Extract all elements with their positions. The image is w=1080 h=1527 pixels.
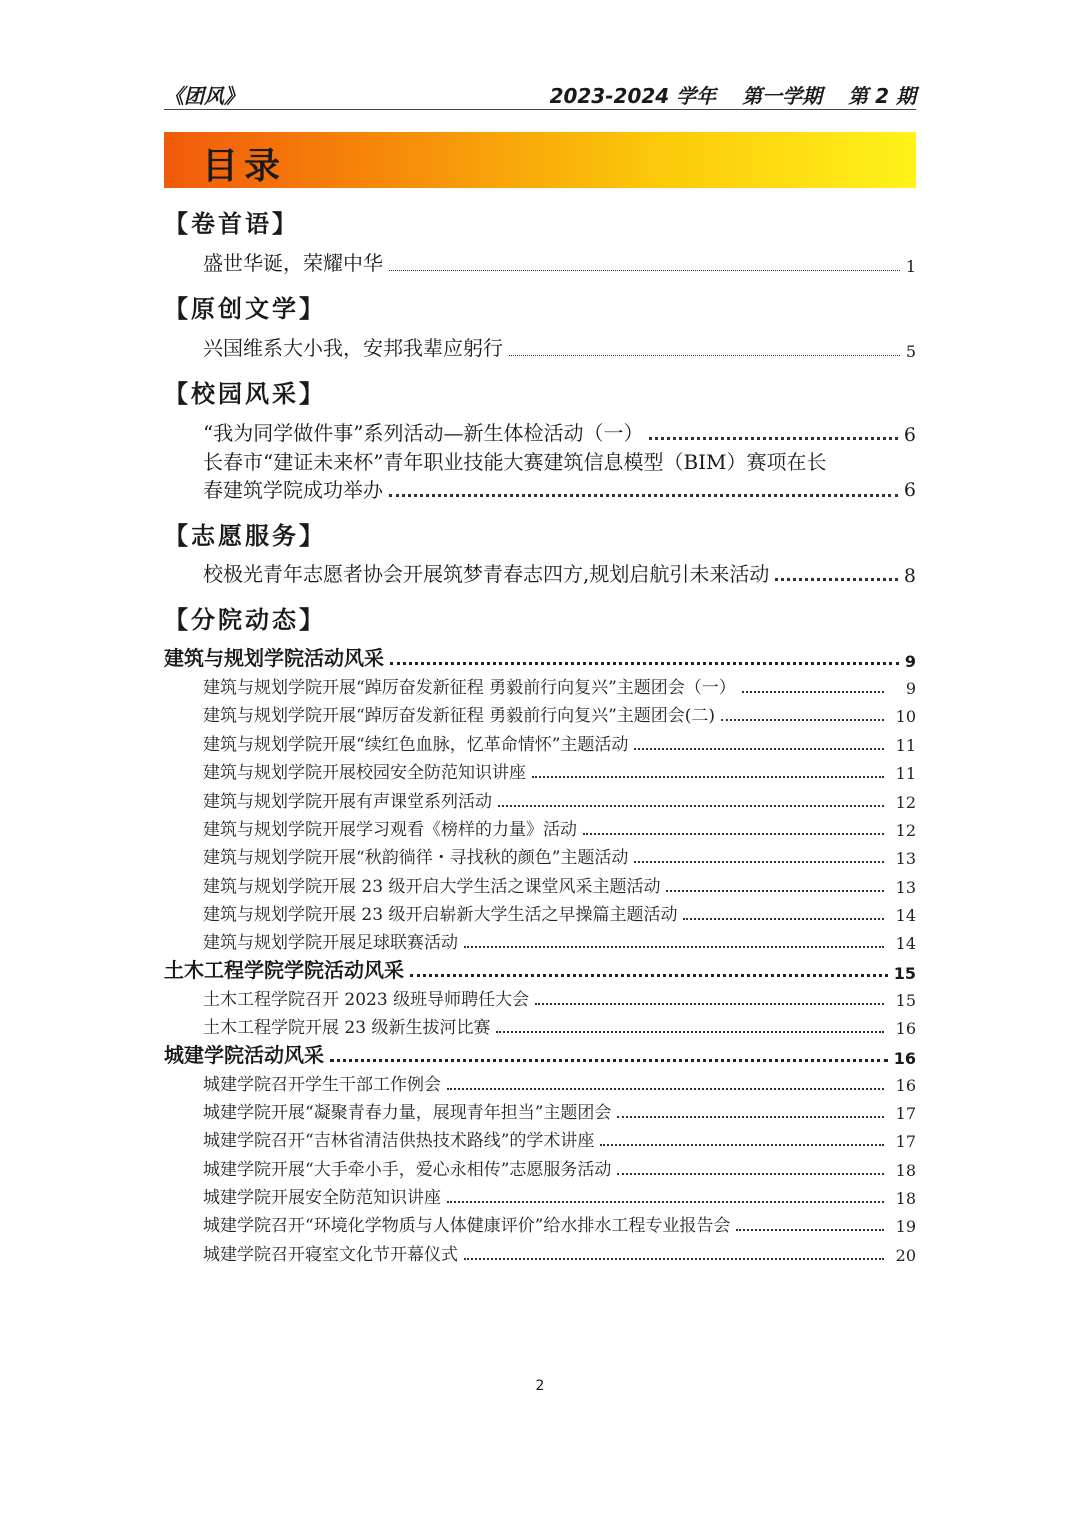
toc-entry-title-line1: 长春市“建证未来杯”青年职业技能大赛建筑信息模型（BIM）赛项在长 — [203, 450, 827, 474]
page-title: 目录 — [202, 146, 287, 187]
toc-item[interactable] — [203, 844, 916, 868]
leader-dots — [509, 355, 900, 356]
leader-dots — [617, 1173, 884, 1175]
leader-dots — [464, 946, 884, 948]
toc-group-heading[interactable] — [164, 1042, 916, 1068]
toc-item-title: 城建学院开展安全防范知识讲座 — [203, 1188, 441, 1208]
toc-item[interactable] — [203, 1184, 916, 1208]
group-page: 9 — [904, 652, 916, 671]
toc-item[interactable] — [203, 1156, 916, 1180]
toc-entry[interactable] — [203, 248, 916, 276]
toc-item[interactable] — [203, 702, 916, 726]
toc-item-title: 城建学院召开“吉林省清洁供热技术路线”的学术讲座 — [203, 1131, 595, 1151]
toc-entry[interactable] — [203, 333, 916, 361]
leader-dots — [721, 719, 884, 721]
toc-item-page: 20 — [895, 1246, 916, 1265]
toc-item-page: 14 — [895, 934, 916, 953]
toc-item-page: 17 — [895, 1104, 916, 1123]
leader-dots — [617, 1116, 884, 1118]
section-heading-departments: 【分院动态】 — [164, 606, 326, 634]
running-header — [164, 80, 916, 108]
toc-entry-title: 兴国维系大小我，安邦我辈应躬行 — [203, 336, 503, 360]
toc-item-title: 建筑与规划学院开展 23 级开启大学生活之课堂风采主题活动 — [203, 877, 661, 897]
group-title: 土木工程学院学院活动风采 — [164, 958, 404, 982]
toc-item[interactable] — [203, 901, 916, 925]
toc-entry-page: 8 — [903, 565, 916, 587]
academic-year: 2023-2024 学年 — [549, 84, 717, 108]
toc-item-title: 建筑与规划学院开展“踔厉奋发新征程 勇毅前行向复兴”主题团会（一） — [203, 678, 736, 698]
toc-item-title: 建筑与规划学院开展校园安全防范知识讲座 — [203, 763, 526, 783]
toc-entry[interactable] — [203, 559, 916, 587]
toc-item-page: 13 — [895, 878, 916, 897]
header-rule — [164, 109, 916, 110]
toc-item-page: 15 — [895, 991, 916, 1010]
toc-entry-page: 1 — [905, 257, 916, 276]
leader-dots — [649, 437, 897, 440]
toc-item-title: 建筑与规划学院开展学习观看《榜样的力量》活动 — [203, 820, 577, 840]
section-heading-preface: 【卷首语】 — [164, 210, 299, 238]
leader-dots — [634, 748, 884, 750]
toc-group-heading[interactable] — [164, 957, 916, 983]
leader-dots — [496, 1031, 884, 1033]
toc-item-title: 建筑与规划学院开展“续红色血脉，忆革命情怀”主题活动 — [203, 735, 629, 755]
leader-dots — [535, 1003, 884, 1005]
toc-item-title: 城建学院召开寝室文化节开幕仪式 — [203, 1245, 458, 1265]
toc-entry-page: 6 — [903, 479, 916, 501]
toc-entry-title: 盛世华诞，荣耀中华 — [203, 251, 383, 275]
toc-entry-last-line — [203, 476, 916, 504]
toc-group-heading[interactable] — [164, 645, 916, 671]
toc-item[interactable] — [203, 1014, 916, 1038]
toc-item-title: 土木工程学院召开 2023 级班导师聘任大会 — [203, 990, 530, 1010]
leader-dots — [447, 1088, 884, 1090]
toc-item-title: 城建学院开展“凝聚青春力量，展现青年担当”主题团会 — [203, 1103, 612, 1123]
group-title: 建筑与规划学院活动风采 — [164, 646, 384, 670]
section-heading-campus: 【校园风采】 — [164, 380, 326, 408]
leader-dots — [775, 578, 898, 581]
toc-item[interactable] — [203, 1071, 916, 1095]
contents-banner — [164, 132, 916, 188]
leader-dots — [330, 1059, 888, 1062]
leader-dots — [498, 805, 884, 807]
toc-entry-multiline[interactable] — [203, 448, 916, 504]
toc-item-page: 12 — [895, 793, 916, 812]
toc-item-page: 18 — [895, 1161, 916, 1180]
leader-dots — [447, 1201, 884, 1203]
toc-item-page: 14 — [895, 906, 916, 925]
toc-item-page: 11 — [895, 764, 916, 783]
toc-item-title: 城建学院召开学生干部工作例会 — [203, 1075, 441, 1095]
toc-item[interactable] — [203, 731, 916, 755]
toc-item-page: 13 — [895, 849, 916, 868]
toc-item-title: 建筑与规划学院开展“踔厉奋发新征程 勇毅前行向复兴”主题团会(二) — [203, 706, 716, 726]
toc-item-page: 17 — [895, 1132, 916, 1151]
toc-item-title: 建筑与规划学院开展有声课堂系列活动 — [203, 792, 492, 812]
group-page: 15 — [893, 964, 916, 983]
term: 第一学期 — [742, 84, 823, 108]
toc-item-page: 19 — [895, 1217, 916, 1236]
toc-item[interactable] — [203, 986, 916, 1010]
issue-number: 第 2 期 — [848, 84, 916, 108]
toc-item[interactable] — [203, 873, 916, 897]
issue-info — [550, 80, 916, 109]
leader-dots — [464, 1258, 884, 1260]
leader-dots — [683, 918, 884, 920]
journal-name: 《团风》 — [164, 84, 244, 108]
leader-dots — [742, 691, 884, 693]
leader-dots — [389, 270, 900, 271]
toc-item[interactable] — [203, 759, 916, 783]
toc-item[interactable] — [203, 816, 916, 840]
toc-item[interactable] — [203, 788, 916, 812]
toc-item-page: 9 — [905, 679, 916, 698]
leader-dots — [600, 1144, 884, 1146]
toc-item-title: 建筑与规划学院开展足球联赛活动 — [203, 933, 458, 953]
section-heading-volunteer: 【志愿服务】 — [164, 522, 326, 550]
toc-entry-title-line2: 春建筑学院成功举办 — [203, 478, 383, 502]
leader-dots — [634, 861, 884, 863]
toc-item-title: 建筑与规划学院开展“秋韵徜徉・寻找秋的颜色”主题活动 — [203, 848, 629, 868]
leader-dots — [389, 494, 898, 497]
leader-dots — [410, 974, 888, 977]
toc-item-title: 建筑与规划学院开展 23 级开启崭新大学生活之早操篇主题活动 — [203, 905, 678, 925]
toc-item[interactable] — [203, 1099, 916, 1123]
leader-dots — [583, 833, 884, 835]
leader-dots — [666, 890, 884, 892]
toc-item-page: 16 — [895, 1076, 916, 1095]
leader-dots — [390, 662, 899, 665]
group-title: 城建学院活动风采 — [164, 1043, 324, 1067]
leader-dots — [532, 776, 884, 778]
toc-item-title: 城建学院开展“大手牵小手，爱心永相传”志愿服务活动 — [203, 1160, 612, 1180]
toc-entry-page: 6 — [903, 424, 916, 446]
toc-item-title: 土木工程学院开展 23 级新生拔河比赛 — [203, 1018, 491, 1038]
toc-entry-title: 校极光青年志愿者协会开展筑梦青春志四方,规划启航引未来活动 — [203, 562, 770, 586]
toc-item-title: 城建学院召开“环境化学物质与人体健康评价”给水排水工程专业报告会 — [203, 1216, 731, 1236]
section-heading-literature: 【原创文学】 — [164, 295, 326, 323]
toc-item[interactable] — [203, 674, 916, 698]
toc-item-page: 11 — [895, 736, 916, 755]
toc-entry[interactable] — [203, 418, 916, 446]
toc-item[interactable] — [203, 1212, 916, 1236]
page-number: 2 — [535, 1378, 545, 1394]
toc-entry-title: “我为同学做件事”系列活动—新生体检活动（一） — [203, 421, 644, 445]
toc-entry-page: 5 — [905, 342, 916, 361]
group-page: 16 — [893, 1049, 916, 1068]
toc-item-page: 10 — [895, 707, 916, 726]
leader-dots — [736, 1229, 884, 1231]
toc-item[interactable] — [203, 1127, 916, 1151]
toc-item[interactable] — [203, 929, 916, 953]
toc-item[interactable] — [203, 1241, 916, 1265]
toc-item-page: 12 — [895, 821, 916, 840]
toc-item-page: 16 — [895, 1019, 916, 1038]
toc-item-page: 18 — [895, 1189, 916, 1208]
